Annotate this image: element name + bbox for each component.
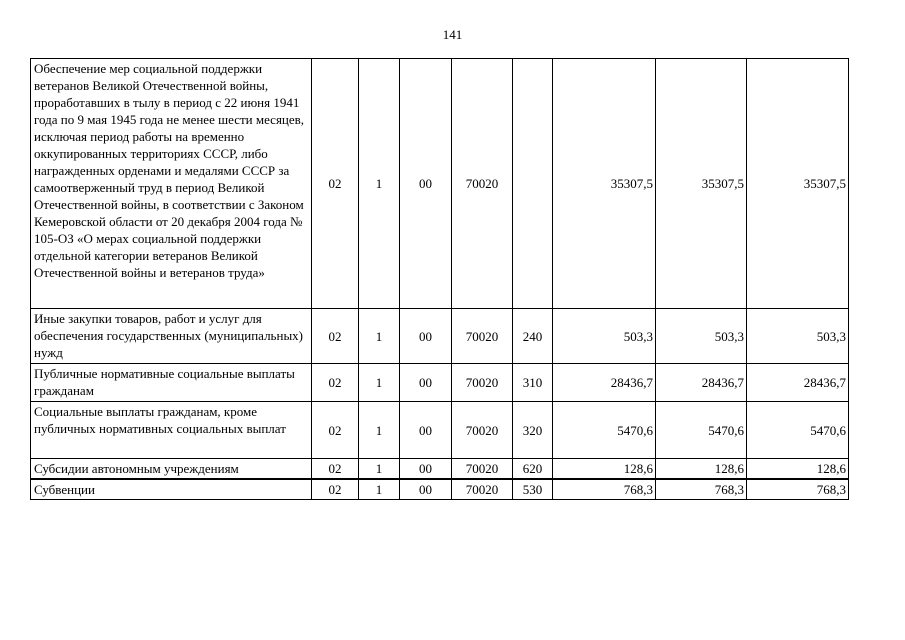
code-section: 02 bbox=[312, 479, 359, 500]
code-subprogram: 00 bbox=[400, 364, 452, 402]
code-target: 70020 bbox=[452, 402, 513, 459]
table-row bbox=[31, 479, 849, 500]
value-year-2: 128,6 bbox=[656, 459, 747, 480]
code-target: 70020 bbox=[452, 459, 513, 480]
value-year-2: 503,3 bbox=[656, 309, 747, 364]
code-program: 1 bbox=[359, 59, 400, 309]
value-year-1: 768,3 bbox=[553, 479, 656, 500]
value-year-3: 128,6 bbox=[747, 459, 849, 480]
code-program: 1 bbox=[359, 309, 400, 364]
value-year-3: 5470,6 bbox=[747, 402, 849, 459]
code-expense-type bbox=[513, 59, 553, 309]
value-year-1: 35307,5 bbox=[553, 59, 656, 309]
value-year-1: 5470,6 bbox=[553, 402, 656, 459]
value-year-2: 35307,5 bbox=[656, 59, 747, 309]
code-program: 1 bbox=[359, 402, 400, 459]
code-program: 1 bbox=[359, 479, 400, 500]
table-row bbox=[31, 59, 849, 309]
row-name: Субвенции bbox=[31, 479, 312, 500]
code-subprogram: 00 bbox=[400, 59, 452, 309]
value-year-1: 128,6 bbox=[553, 459, 656, 480]
code-target: 70020 bbox=[452, 309, 513, 364]
code-program: 1 bbox=[359, 459, 400, 480]
code-subprogram: 00 bbox=[400, 459, 452, 480]
code-subprogram: 00 bbox=[400, 479, 452, 500]
table-row bbox=[31, 364, 849, 402]
value-year-3: 503,3 bbox=[747, 309, 849, 364]
value-year-3: 28436,7 bbox=[747, 364, 849, 402]
row-name: Субсидии автономным учреждениям bbox=[31, 459, 312, 480]
code-section: 02 bbox=[312, 459, 359, 480]
table-row bbox=[31, 459, 849, 480]
code-subprogram: 00 bbox=[400, 402, 452, 459]
code-target: 70020 bbox=[452, 364, 513, 402]
code-target: 70020 bbox=[452, 59, 513, 309]
code-program: 1 bbox=[359, 364, 400, 402]
table-row bbox=[31, 402, 849, 459]
row-name: Социальные выплаты гражданам, кроме публичных нормативных социальных выплат bbox=[31, 402, 312, 459]
code-expense-type: 320 bbox=[513, 402, 553, 459]
value-year-2: 5470,6 bbox=[656, 402, 747, 459]
value-year-3: 35307,5 bbox=[747, 59, 849, 309]
code-expense-type: 310 bbox=[513, 364, 553, 402]
value-year-2: 28436,7 bbox=[656, 364, 747, 402]
table-row bbox=[31, 309, 849, 364]
value-year-1: 503,3 bbox=[553, 309, 656, 364]
budget-table bbox=[30, 58, 849, 500]
page-number: 141 bbox=[442, 27, 463, 42]
code-section: 02 bbox=[312, 402, 359, 459]
code-expense-type: 620 bbox=[513, 459, 553, 480]
code-target: 70020 bbox=[452, 479, 513, 500]
code-section: 02 bbox=[312, 59, 359, 309]
code-expense-type: 240 bbox=[513, 309, 553, 364]
row-name: Обеспечение мер социальной поддержки ветеранов Великой Отечественной войны, проработавших в тылу в период с 22 июня 1941 года по 9 мая 1945 года не менее шести месяцев, исключая период работы на временно оккупированных территориях СССР, либо награжденных орденами и медалями СССР за самоотверженный труд в период Великой Отечественной войны, в соответствии с Законом Кемеровской области от 20 декабря 2004 года № 105-ОЗ «О мерах социальной поддержки отдельной категории ветеранов Великой Отечественной войны и ветеранов труда» bbox=[31, 59, 312, 309]
row-name: Иные закупки товаров, работ и услуг для обеспечения государственных (муниципальных) нужд bbox=[31, 309, 312, 364]
code-subprogram: 00 bbox=[400, 309, 452, 364]
value-year-1: 28436,7 bbox=[553, 364, 656, 402]
code-section: 02 bbox=[312, 309, 359, 364]
code-expense-type: 530 bbox=[513, 479, 553, 500]
value-year-2: 768,3 bbox=[656, 479, 747, 500]
code-section: 02 bbox=[312, 364, 359, 402]
value-year-3: 768,3 bbox=[747, 479, 849, 500]
row-name: Публичные нормативные социальные выплаты гражданам bbox=[31, 364, 312, 402]
